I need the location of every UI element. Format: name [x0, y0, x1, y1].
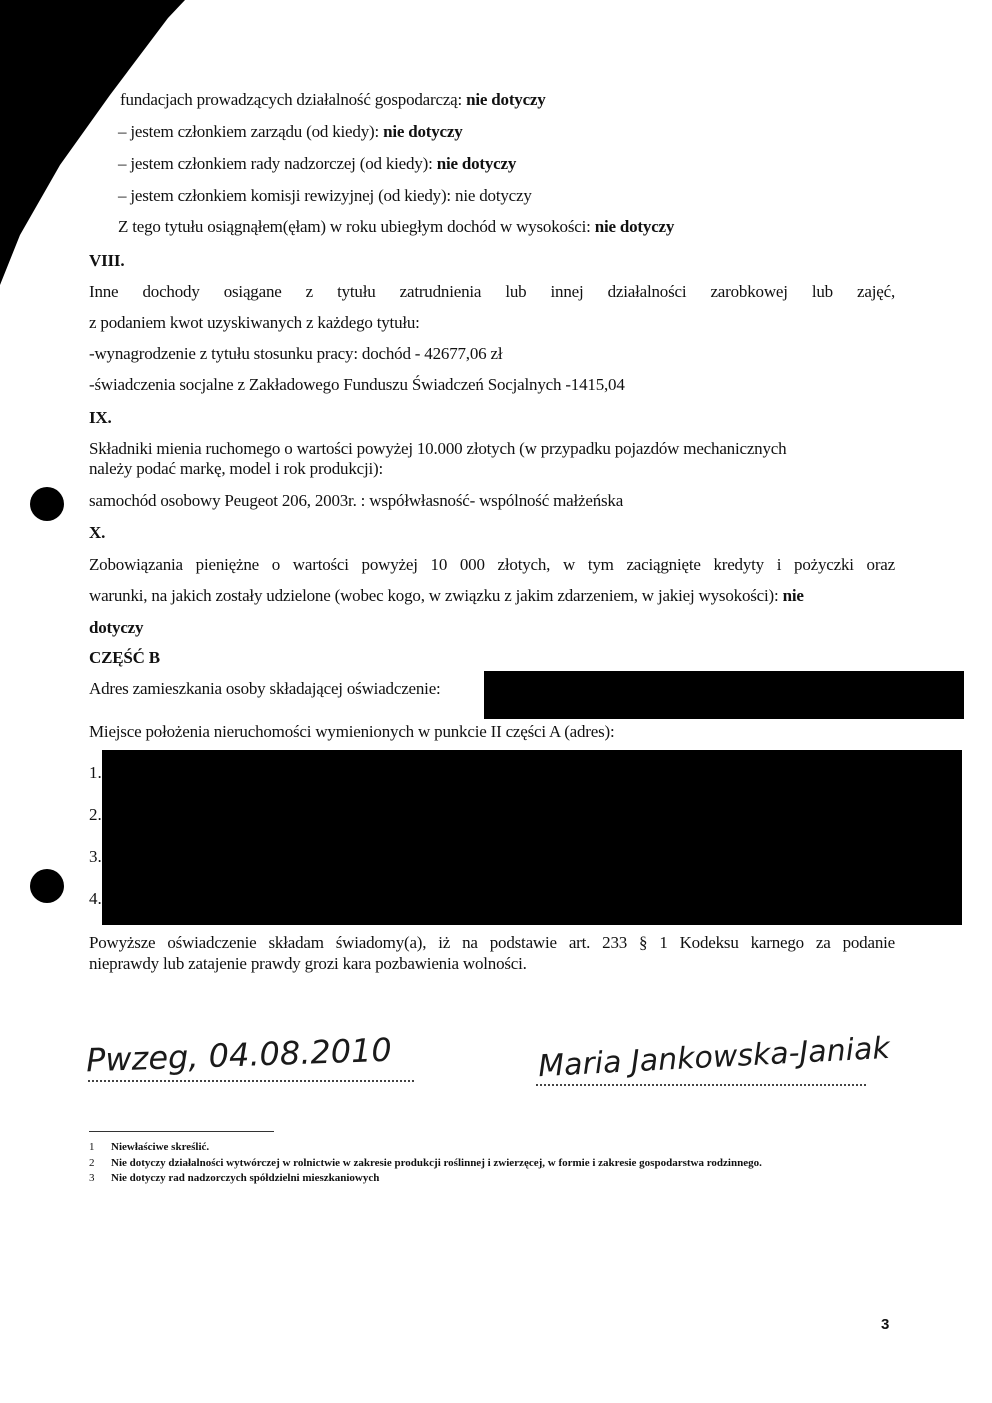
place-date-dotted-line — [88, 1080, 414, 1082]
section-viii-intro-line2: z podaniem kwot uzyskiwanych z każdego tytułu: — [89, 313, 420, 332]
address-redaction — [484, 671, 964, 719]
property-label: Miejsce położenia nieruchomości wymienionych w punkcie II części A (adres): — [89, 722, 615, 741]
property-number-1: 1. — [89, 763, 102, 782]
board-item-audit: – jestem członkiem komisji rewizyjnej (od kiedy): nie dotyczy — [118, 186, 532, 205]
salary-item: -wynagrodzenie z tytułu stosunku pracy: dochód - 42677,06 zł — [89, 344, 503, 363]
declaration-line1: Powyższe oświadczenie składam świadomy(a), iż na podstawie art. 233 § 1 Kodeksu karnego za podanie — [89, 933, 895, 952]
section-viii-heading: VIII. — [89, 251, 125, 270]
section-x-heading: X. — [89, 523, 106, 542]
footnote-rule — [89, 1131, 274, 1132]
board-item-management: – jestem członkiem zarządu (od kiedy): nie dotyczy — [118, 122, 463, 141]
part-b-heading: CZĘŚĆ B — [89, 648, 160, 667]
section-ix-heading: IX. — [89, 408, 112, 427]
punch-hole-top — [30, 487, 64, 521]
handwritten-place-date: Pwzeg, 04.08.2010 — [85, 1030, 393, 1080]
page-number: 3 — [881, 1316, 890, 1333]
section-ix-text-line1: Składniki mienia ruchomego o wartości powyżej 10.000 złotych (w przypadku pojazdów mechanicznych — [89, 439, 787, 458]
handwritten-signature: Maria Jankowska-Janiak — [537, 1030, 891, 1085]
section-x-value: dotyczy — [89, 618, 144, 637]
property-number-2: 2. — [89, 805, 102, 824]
footnote-2: 2 Nie dotyczy działalności wytwórczej w rolnictwie w zakresie produkcji roślinnej i zwierzęcej, w formie i zakresie gospodarstwa rodzinnego. — [89, 1157, 762, 1169]
signature-dotted-line — [536, 1084, 866, 1086]
footnote-3: 3 Nie dotyczy rad nadzorczych spółdzielni mieszkaniowych — [89, 1172, 380, 1184]
property-number-3: 3. — [89, 847, 102, 866]
section-x-text-line2: warunki, na jakich zostały udzielone (wobec kogo, w związku z jakim zdarzeniem, w jakiej wysokości): nie — [89, 586, 804, 605]
section-ix-text-line2: należy podać markę, model i rok produkcji): — [89, 459, 383, 478]
foundation-line: fundacjach prowadzących działalność gospodarczą: nie dotyczy — [120, 90, 546, 109]
section-viii-intro-line1: Inne dochody osiągane z tytułu zatrudnienia lub innej działalności zarobkowej lub zajęć, — [89, 282, 895, 301]
social-benefit-item: -świadczenia socjalne z Zakładowego Funduszu Świadczeń Socjalnych -1415,04 — [89, 375, 625, 394]
punch-hole-bottom — [30, 869, 64, 903]
declaration-line2: nieprawdy lub zatajenie prawdy grozi kara pozbawienia wolności. — [89, 954, 527, 973]
vehicle-value: samochód osobowy Peugeot 206, 2003r. : współwłasność- wspólność małżeńska — [89, 491, 624, 510]
property-address-redaction — [102, 750, 962, 925]
footnote-1: 1 Niewłaściwe skreślić. — [89, 1141, 210, 1153]
section-x-text-line1: Zobowiązania pieniężne o wartości powyżej 10 000 złotych, w tym zaciągnięte kredyty i pożyczki oraz — [89, 555, 895, 574]
foundation-value: nie dotyczy — [466, 90, 546, 109]
property-number-4: 4. — [89, 889, 102, 908]
address-label: Adres zamieszkania osoby składającej oświadczenie: — [89, 679, 441, 698]
income-line: Z tego tytułu osiągnąłem(ęłam) w roku ubiegłym dochód w wysokości: nie dotyczy — [118, 217, 675, 236]
board-item-supervisory: – jestem członkiem rady nadzorczej (od kiedy): nie dotyczy — [118, 154, 517, 173]
